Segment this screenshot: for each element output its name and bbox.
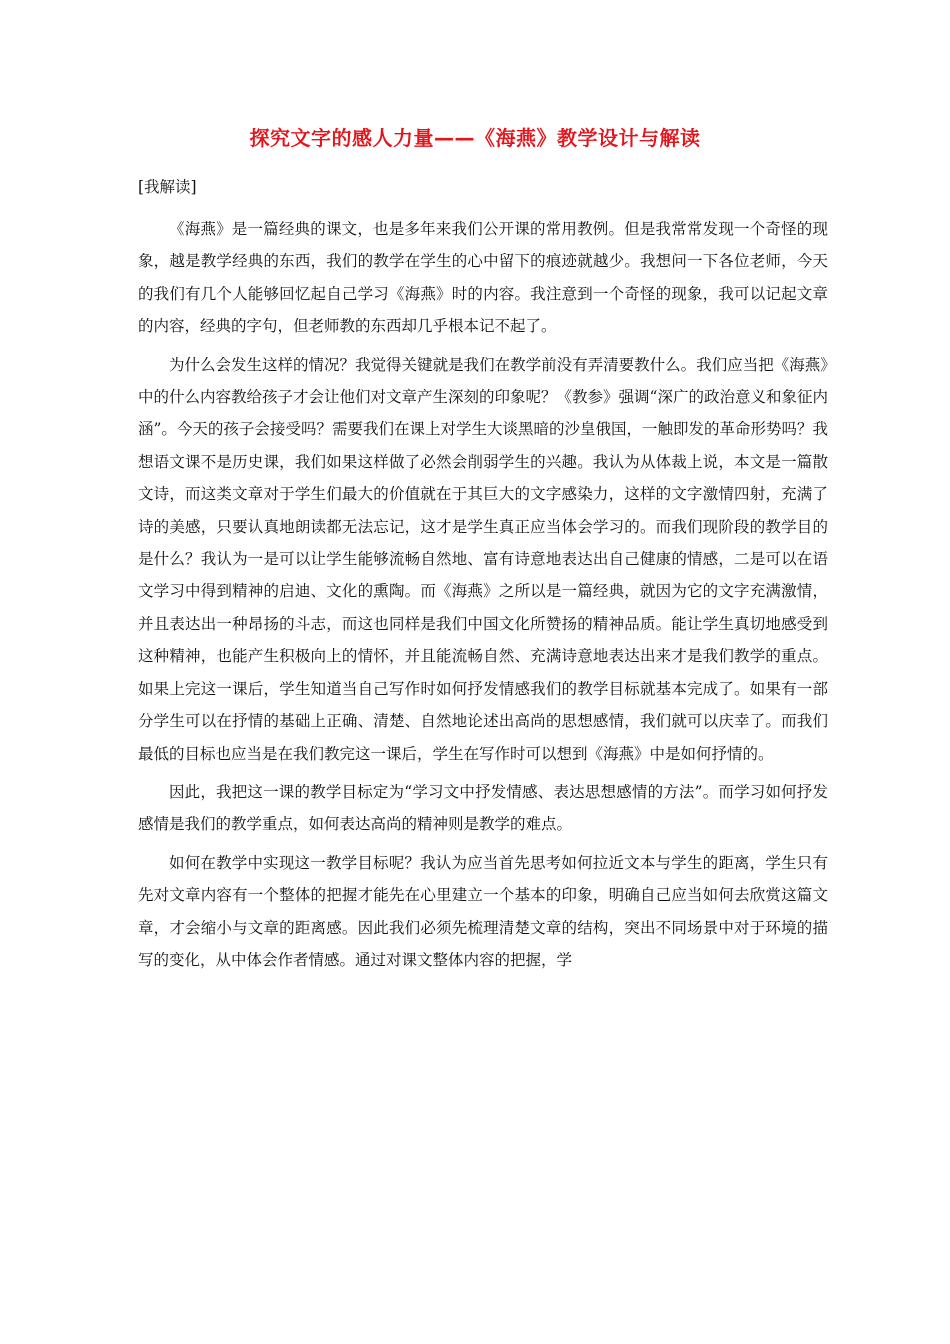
paragraph: 如何在教学中实现这一教学目标呢？我认为应当首先思考如何拉近文本与学生的距离，学生只有先对文章内容有一个整体的把握才能先在心里建立一个基本的印象，明确自己应当如何去欣赏这篇文章，才会缩小与文章的距离感。因此我们必须先梳理清楚文章的结构，突出不同场景中对于环境的描写的变化，从中体会作者情感。通过对课文整体内容的把握，学 [138, 853, 828, 969]
section-label: [我解读] [138, 178, 197, 196]
document-body [138, 213, 828, 982]
paragraph: 《海燕》是一篇经典的课文，也是多年来我们公开课的常用教例。但是我常常发现一个奇怪的现象，越是教学经典的东西，我们的教学在学生的心中留下的痕迹就越少。我想问一下各位老师，今天的我们有几个人能够回忆起自己学习《海燕》时的内容。我注意到一个奇怪的现象，我可以记起文章的内容，经典的字句，但老师教的东西却几乎根本记不起了。 [138, 220, 828, 336]
document-title: 探究文字的感人力量——《海燕》教学设计与解读 [249, 126, 701, 150]
paragraph: 为什么会发生这样的情况？我觉得关键就是我们在教学前没有弄清要教什么。我们应当把《海燕》中的什么内容教给孩子才会让他们对文章产生深刻的印象呢？《教参》强调“深广的政治意义和象征内涵”。今天的孩子会接受吗？需要我们在课上对学生大谈黑暗的沙皇俄国，一触即发的革命形势吗？我想语文课不是历史课，我们如果这样做了必然会削弱学生的兴趣。我认为从体裁上说，本文是一篇散文诗，而这类文章对于学生们最大的价值就在于其巨大的文字感染力，这样的文字激情四射，充满了诗的美感，只要认真地朗读都无法忘记，这才是学生真正应当体会学习的。而我们现阶段的教学目的是什么？我认为一是可以让学生能够流畅自然地、富有诗意地表达出自己健康的情感，二是可以在语文学习中得到精神的启迪、文化的熏陶。而《海燕》之所以是一篇经典，就因为它的文字充满激情，并且表达出一种昂扬的斗志，而这也同样是我们中国文化所赞扬的精神品质。能让学生真切地感受到这种精神，也能产生积极向上的情怀，并且能流畅自然、充满诗意地表达出来才是我们教学的重点。如果上完这一课后，学生知道当自己写作时如何抒发情感我们的教学目标就基本完成了。如果有一部分学生可以在抒情的基础上正确、清楚、自然地论述出高尚的思想感情，我们就可以庆幸了。而我们最低的目标也应当是在我们教完这一课后，学生在写作时可以想到《海燕》中是如何抒情的。 [138, 355, 828, 763]
paragraph: 因此，我把这一课的教学目标定为“学习文中抒发情感、表达思想感情的方法”。而学习如何抒发感情是我们的教学重点，如何表达高尚的精神则是教学的难点。 [138, 782, 828, 834]
